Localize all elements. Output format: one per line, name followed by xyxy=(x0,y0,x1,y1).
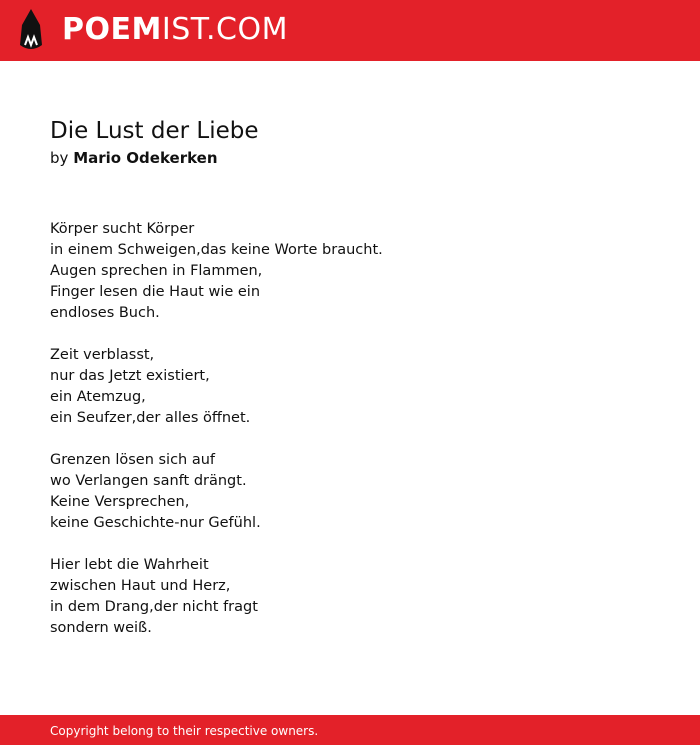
poem-body xyxy=(50,219,650,660)
poem-line: keine Geschichte-nur Gefühl. xyxy=(50,515,261,531)
stanza-3 xyxy=(50,450,650,534)
copyright-notice: Copyright belong to their respective owners. xyxy=(50,724,319,738)
poem-line: Hier lebt die Wahrheit xyxy=(50,557,209,573)
poem-line: in dem Drang,der nicht fragt xyxy=(50,599,258,615)
site-footer xyxy=(0,715,700,745)
site-logo[interactable] xyxy=(62,13,288,47)
pencil-tip-icon[interactable] xyxy=(16,9,46,51)
poem-line: endloses Buch. xyxy=(50,305,160,321)
stanza-4 xyxy=(50,555,650,639)
logo-text-strong: POEM xyxy=(62,12,162,47)
poem-title: Die Lust der Liebe xyxy=(50,118,259,144)
poem-line: in einem Schweigen,das keine Worte braucht. xyxy=(50,242,383,258)
poem-line: wo Verlangen sanft drängt. xyxy=(50,473,247,489)
byline xyxy=(50,147,650,169)
poem-line: Zeit verblasst, xyxy=(50,347,155,363)
stanza-1 xyxy=(50,219,650,324)
poem-line: sondern weiß. xyxy=(50,620,152,636)
poem-line: zwischen Haut und Herz, xyxy=(50,578,231,594)
logo-text-light: IST.COM xyxy=(161,12,288,47)
poem-line: ein Atemzug, xyxy=(50,389,146,405)
by-label: by xyxy=(50,149,69,167)
poem-line: Grenzen lösen sich auf xyxy=(50,452,216,468)
poem-line: Augen sprechen in Flammen, xyxy=(50,263,263,279)
author-name: Mario Odekerken xyxy=(73,149,218,167)
stanza-2 xyxy=(50,345,650,429)
poem-line: Finger lesen die Haut wie ein xyxy=(50,284,261,300)
poem-line: Keine Versprechen, xyxy=(50,494,190,510)
site-header xyxy=(0,0,700,61)
poem-line: ein Seufzer,der alles öffnet. xyxy=(50,410,251,426)
poem-line: Körper sucht Körper xyxy=(50,221,195,237)
poem-line: nur das Jetzt existiert, xyxy=(50,368,210,384)
poem-header xyxy=(50,115,650,169)
